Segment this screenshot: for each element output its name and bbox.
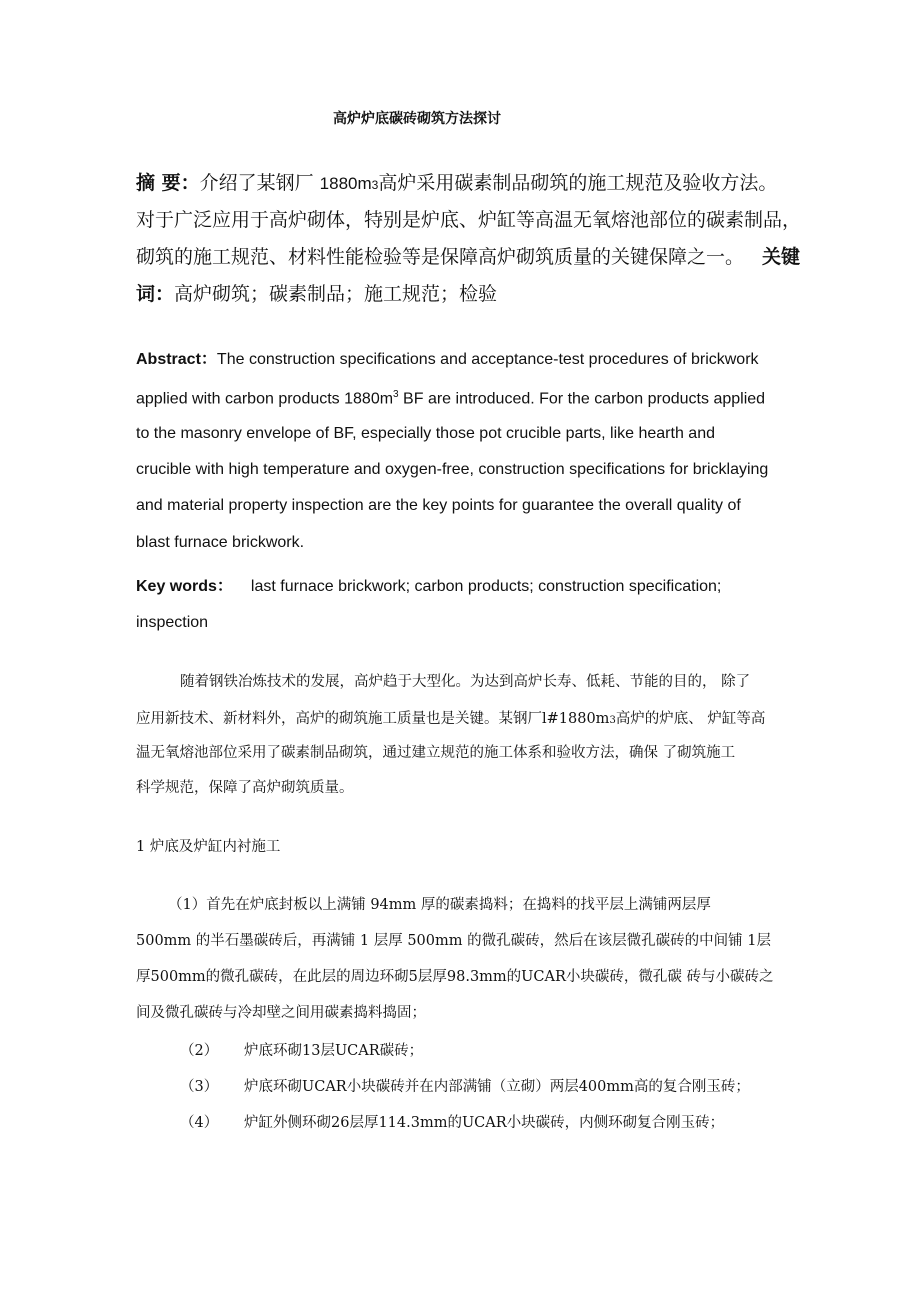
item-4-number: （4） bbox=[180, 1115, 219, 1131]
page-title: 高炉炉底碳砖砌筑方法探讨 bbox=[333, 111, 501, 127]
abstract-zh-volume-sub: 3 bbox=[371, 178, 379, 192]
intro-line-4: 科学规范，保障了高炉砌筑质量。 bbox=[136, 780, 354, 796]
intro-line-2a: 应用新技术、新材料外，高炉的砌筑施工质量也是关键。某钢厂l#1880m bbox=[136, 711, 610, 727]
keywords-en-label: Key words： bbox=[136, 578, 233, 595]
abstract-en-superscript: 3 bbox=[393, 389, 399, 400]
intro-line-3: 温无氧熔池部位采用了碳素制品砌筑，通过建立规范的施工体系和验收方法，确保 了砌筑施工 bbox=[136, 745, 736, 761]
abstract-en-label: Abstract： bbox=[136, 351, 217, 368]
abstract-zh-line-3-text: 砌筑的施工规范、材料性能检验等是保障高炉砌筑质量的关键保障之一。 bbox=[136, 246, 745, 268]
abstract-en-line-2a: applied with carbon products 1880m bbox=[136, 390, 394, 408]
abstract-zh-line-1 bbox=[136, 164, 777, 204]
abstract-en-line-2 bbox=[136, 389, 765, 408]
keywords-zh-label-a: 关键 bbox=[762, 246, 801, 268]
abstract-zh-line-2: 对于广泛应用于高炉砌体，特别是炉底、炉缸等高温无氧熔池部位的碳素制品， bbox=[136, 209, 802, 231]
item-3-number: （3） bbox=[180, 1079, 219, 1095]
item-1-line-4: 间及微孔碳砖与冷却壁之间用碳素捣料捣固； bbox=[136, 1005, 426, 1021]
item-1-line-2: 500mm 的半石墨碳砖后，再满铺 1 层厚 500mm 的微孔碳砖，然后在该层微孔碳砖的中间铺 1层 bbox=[136, 933, 771, 949]
section-1-heading: 1 炉底及炉缸内衬施工 bbox=[136, 839, 281, 855]
item-3-text: 炉底环砌UCAR小块碳砖并在内部满铺（立砌）两层400mm高的复合刚玉砖； bbox=[244, 1079, 750, 1095]
keywords-zh-label-b: 词： bbox=[136, 283, 175, 305]
item-1-line-3: 厚500mm的微孔碳砖，在此层的周边环砌5层厚98.3mm的UCAR小块碳砖，微孔碳 砖与小碳砖之 bbox=[136, 969, 774, 985]
item-2-number: （2） bbox=[180, 1043, 219, 1059]
abstract-zh-label: 摘 要： bbox=[136, 172, 200, 194]
item-4-text: 炉缸外侧环砌26层厚114.3mm的UCAR小块碳砖，内侧环砌复合刚玉砖； bbox=[244, 1115, 725, 1131]
abstract-en-line-2b: BF are introduced. For the carbon products applied bbox=[398, 390, 766, 408]
abstract-en-line-6: blast furnace brickwork. bbox=[136, 534, 305, 551]
abstract-zh-text-a: 介绍了某钢厂 bbox=[199, 172, 320, 194]
keywords-zh-line bbox=[136, 275, 497, 313]
abstract-en-line-3: to the masonry envelope of BF, especially those pot crucible parts, like hearth and bbox=[136, 425, 715, 442]
keywords-zh: 高炉砌筑；碳素制品；施工规范；检验 bbox=[174, 283, 498, 305]
keywords-en-line-1 bbox=[136, 573, 721, 596]
abstract-en-line-4: crucible with high temperature and oxygen-free, construction specifications for bricklaying bbox=[136, 461, 769, 478]
abstract-zh-volume: 1880m bbox=[319, 174, 372, 193]
intro-line-2b: 高炉的炉底、 炉缸等高 bbox=[615, 711, 766, 727]
intro-line-2-sub: 3 bbox=[609, 715, 616, 726]
item-2-text: 炉底环砌13层UCAR碳砖； bbox=[244, 1043, 424, 1059]
abstract-zh-line-3 bbox=[136, 238, 800, 276]
abstract-en-line-1-text: The construction specifications and acceptance-test procedures of brickwork bbox=[216, 351, 759, 368]
keywords-en-line-2: inspection bbox=[136, 614, 209, 631]
abstract-zh-text-b: 高炉采用碳素制品砌筑的施工规范及验收方法。 bbox=[378, 172, 778, 194]
keywords-en-text: last furnace brickwork; carbon products; construction specification; bbox=[250, 578, 722, 595]
item-1-line-1: （1）首先在炉底封板以上满铺 94mm 厚的碳素捣料；在捣料的找平层上满铺两层厚 bbox=[168, 897, 711, 913]
abstract-en-line-5: and material property inspection are the key points for guarantee the overall quality of bbox=[136, 497, 741, 514]
intro-line-1: 随着钢铁冶炼技术的发展，高炉趋于大型化。为达到高炉长寿、低耗、节能的目的， 除了 bbox=[180, 674, 751, 690]
abstract-en-line-1 bbox=[136, 346, 759, 369]
intro-line-2 bbox=[136, 707, 765, 728]
